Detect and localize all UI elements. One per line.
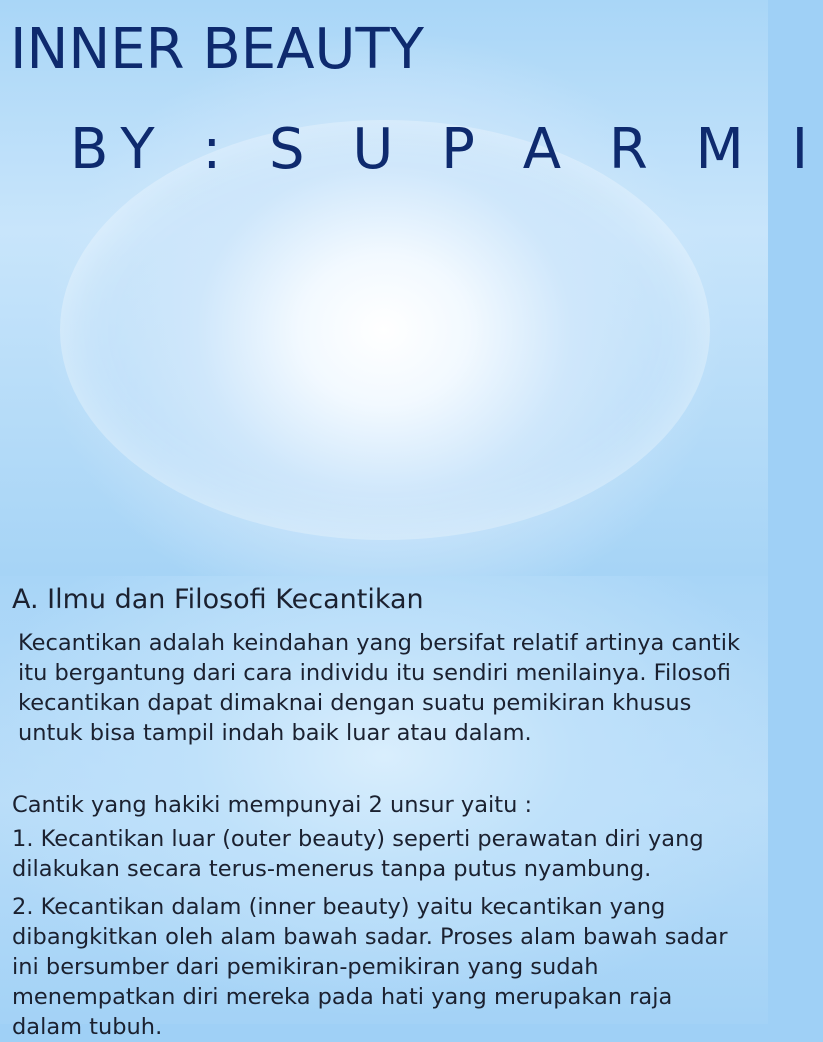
- slide-subtitle-author: BY : S U P A R M I: [70, 117, 823, 182]
- list-item-inner-beauty: 2. Kecantikan dalam (inner beauty) yaitu kecantikan yang dibangkitkan oleh alam bawah sadar. Proses alam bawah sadar ini bersumber dari pemikiran-pemikiran yang sudah menempatkan diri mereka pada hati yang merupakan raja dalam tubuh.: [12, 894, 728, 1040]
- section-heading: A. Ilmu dan Filosofi Kecantikan: [12, 584, 424, 615]
- list-intro: Cantik yang hakiki mempunyai 2 unsur yaitu :: [12, 792, 533, 818]
- intro-paragraph: Kecantikan adalah keindahan yang bersifat relatif artinya cantik itu bergantung dari cara individu itu sendiri menilainya. Filosofi kecantikan dapat dimaknai dengan suatu pemikiran khusus untuk bisa tampil indah baik luar atau dalam.: [18, 630, 740, 746]
- slide-title: INNER BEAUTY: [10, 17, 424, 82]
- content-slide: [0, 576, 768, 1040]
- list-item-outer-beauty: 1. Kecantikan luar (outer beauty) seperti perawatan diri yang dilakukan secara terus-menerus tanpa putus nyambung.: [12, 826, 704, 882]
